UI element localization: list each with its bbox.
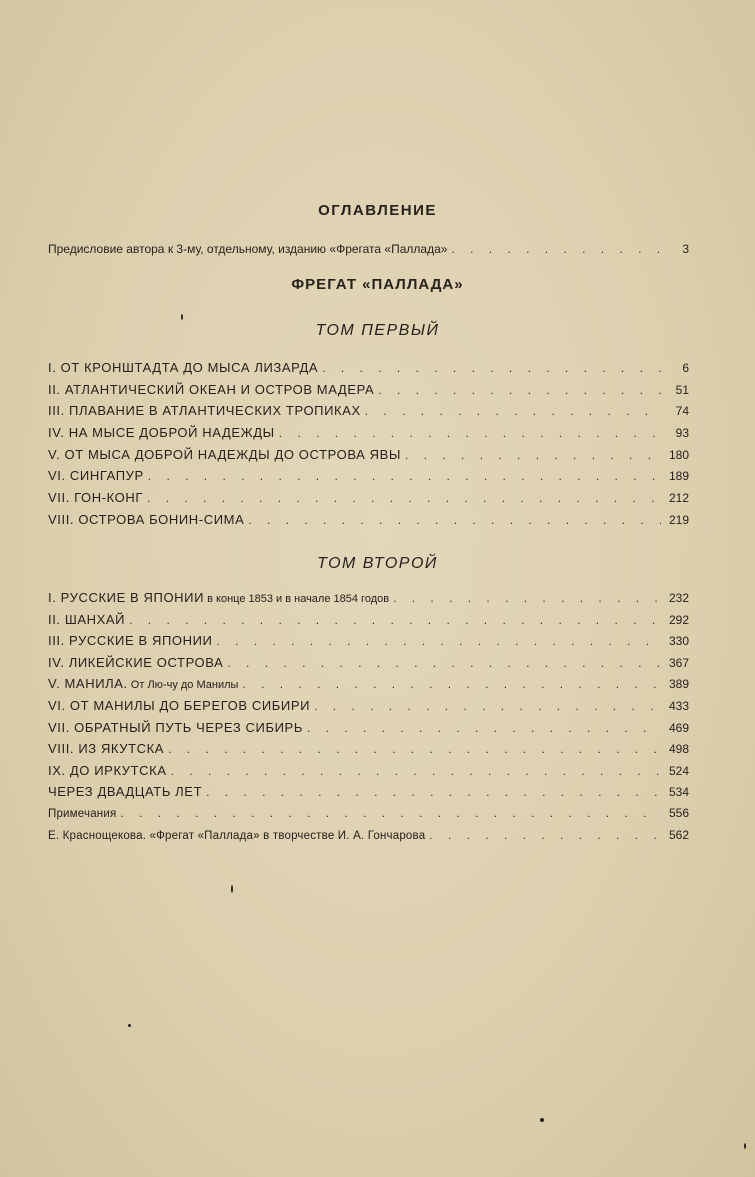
entry-label: IV. НА МЫСЕ ДОБРОЙ НАДЕЖДЫ bbox=[48, 425, 275, 441]
dot-leader bbox=[279, 426, 661, 440]
dot-leader bbox=[314, 699, 661, 713]
entry-page: 562 bbox=[668, 827, 689, 842]
entry-label: VI. СИНГАПУР bbox=[48, 468, 144, 484]
toc-entry[interactable] bbox=[48, 403, 689, 425]
toc-entry[interactable] bbox=[48, 655, 689, 677]
entry-label bbox=[48, 633, 212, 648]
paper-speck bbox=[231, 885, 233, 893]
volume1-list bbox=[48, 360, 689, 534]
entry-page: 498 bbox=[668, 742, 689, 757]
entry-label bbox=[48, 741, 164, 756]
essay-entry[interactable] bbox=[48, 828, 689, 850]
toc-entry[interactable] bbox=[48, 633, 689, 655]
dot-leader bbox=[168, 742, 661, 756]
toc-entry[interactable] bbox=[48, 784, 689, 806]
entry-page: 6 bbox=[682, 361, 689, 375]
entry-label bbox=[48, 784, 202, 799]
entry-page: 189 bbox=[668, 469, 689, 484]
dot-leader bbox=[429, 828, 661, 842]
toc-entry[interactable] bbox=[48, 512, 689, 534]
entry-title: V. МАНИЛА. bbox=[48, 676, 128, 692]
entry-label bbox=[48, 590, 389, 605]
entry-page: 74 bbox=[675, 404, 689, 419]
paper-speck bbox=[128, 1024, 131, 1027]
entry-page: 534 bbox=[668, 785, 689, 800]
volume2-list bbox=[48, 590, 689, 849]
entry-title: III. РУССКИЕ В ЯПОНИИ bbox=[48, 633, 213, 649]
entry-label bbox=[48, 676, 238, 691]
dot-leader bbox=[171, 764, 661, 778]
entry-label bbox=[48, 763, 167, 778]
toc-entry[interactable] bbox=[48, 382, 689, 404]
dot-leader bbox=[148, 469, 661, 483]
dot-leader bbox=[365, 404, 661, 418]
entry-page: 232 bbox=[668, 591, 689, 605]
book-title: ФРЕГАТ «ПАЛЛАДА» bbox=[291, 276, 464, 293]
dot-leader bbox=[242, 677, 661, 691]
entry-subtitle: От Лю-чу до Манилы bbox=[127, 679, 239, 692]
entry-title: VIII. ИЗ ЯКУТСКА bbox=[48, 741, 165, 757]
dot-leader bbox=[227, 656, 661, 670]
preface-entry[interactable] bbox=[48, 242, 689, 256]
toc-entry[interactable] bbox=[48, 490, 689, 512]
preface-label: Предисловие автора к 3-му, отдельному, изданию «Фрегата «Паллада» bbox=[48, 242, 448, 256]
entry-page: 469 bbox=[668, 720, 689, 735]
entry-page: 180 bbox=[668, 447, 689, 462]
entry-label bbox=[48, 655, 223, 670]
toc-entry[interactable] bbox=[48, 763, 689, 785]
dot-leader bbox=[405, 448, 661, 462]
entry-label bbox=[48, 720, 303, 735]
dot-leader bbox=[216, 634, 661, 648]
entry-title: II. ШАНХАЙ bbox=[48, 611, 126, 627]
dot-leader bbox=[307, 721, 661, 735]
dot-leader bbox=[206, 785, 661, 799]
dot-leader bbox=[322, 361, 661, 375]
entry-title: IX. ДО ИРКУТСКА bbox=[48, 762, 167, 778]
dot-leader bbox=[147, 491, 661, 505]
dot-leader bbox=[451, 242, 661, 256]
entry-title: I. РУССКИЕ В ЯПОНИИ bbox=[48, 590, 205, 605]
toc-entry[interactable] bbox=[48, 741, 689, 763]
entry-page: 292 bbox=[668, 612, 689, 627]
toc-entry[interactable] bbox=[48, 360, 689, 382]
entry-page: 330 bbox=[668, 634, 689, 649]
entry-subtitle: в конце 1853 и в начале 1854 годов bbox=[204, 593, 390, 605]
entry-page: 93 bbox=[675, 426, 689, 441]
entry-page: 389 bbox=[668, 677, 689, 692]
entry-label bbox=[48, 698, 310, 713]
entry-page: 51 bbox=[675, 382, 689, 397]
toc-entry[interactable] bbox=[48, 590, 689, 612]
entry-label: VII. ГОН-КОНГ bbox=[48, 490, 144, 506]
paper-speck bbox=[181, 314, 183, 320]
entry-page: 524 bbox=[668, 763, 689, 778]
entry-label: Примечания bbox=[48, 807, 117, 820]
toc-entry[interactable] bbox=[48, 720, 689, 742]
toc-entry[interactable] bbox=[48, 676, 689, 698]
dot-leader bbox=[129, 613, 661, 627]
entry-label bbox=[48, 612, 125, 627]
toc-heading: ОГЛАВЛЕНИЕ bbox=[318, 202, 437, 219]
entry-label: III. ПЛАВАНИЕ В АТЛАНТИЧЕСКИХ ТРОПИКАХ bbox=[48, 403, 361, 419]
entry-title: ЧЕРЕЗ ДВАДЦАТЬ ЛЕТ bbox=[48, 784, 203, 800]
entry-label: Е. Краснощекова. «Фрегат «Паллада» в творчестве И. А. Гончарова bbox=[48, 829, 426, 842]
notes-entry[interactable] bbox=[48, 806, 689, 828]
entry-label: I. ОТ КРОНШТАДТА ДО МЫСА ЛИЗАРДА bbox=[48, 360, 319, 375]
entry-title: VI. ОТ МАНИЛЫ ДО БЕРЕГОВ СИБИРИ bbox=[48, 697, 311, 713]
toc-entry[interactable] bbox=[48, 447, 689, 469]
dot-leader bbox=[378, 383, 661, 397]
toc-entry[interactable] bbox=[48, 468, 689, 490]
dot-leader bbox=[120, 806, 661, 820]
paper-speck bbox=[540, 1118, 544, 1122]
entry-title: IV. ЛИКЕЙСКИЕ ОСТРОВА bbox=[48, 654, 224, 670]
dot-leader bbox=[393, 591, 661, 605]
toc-entry[interactable] bbox=[48, 612, 689, 634]
entry-label: VIII. ОСТРОВА БОНИН-СИМА bbox=[48, 511, 245, 527]
toc-entry[interactable] bbox=[48, 425, 689, 447]
paper-speck bbox=[744, 1143, 746, 1149]
entry-page: 556 bbox=[668, 805, 689, 820]
volume1-title: ТОМ ПЕРВЫЙ bbox=[315, 322, 440, 339]
entry-label: V. ОТ МЫСА ДОБРОЙ НАДЕЖДЫ ДО ОСТРОВА ЯВЫ bbox=[48, 446, 402, 462]
entry-page: 219 bbox=[668, 512, 689, 527]
entry-page: 367 bbox=[668, 655, 689, 670]
toc-entry[interactable] bbox=[48, 698, 689, 720]
dot-leader bbox=[248, 513, 661, 527]
preface-page: 3 bbox=[682, 242, 689, 256]
entry-title: VII. ОБРАТНЫЙ ПУТЬ ЧЕРЕЗ СИБИРЬ bbox=[48, 719, 303, 735]
volume2-title: ТОМ ВТОРОЙ bbox=[317, 555, 438, 572]
entry-page: 212 bbox=[668, 491, 689, 506]
entry-page: 433 bbox=[668, 698, 689, 713]
entry-label: II. АТЛАНТИЧЕСКИЙ ОКЕАН И ОСТРОВ МАДЕРА bbox=[48, 381, 375, 397]
